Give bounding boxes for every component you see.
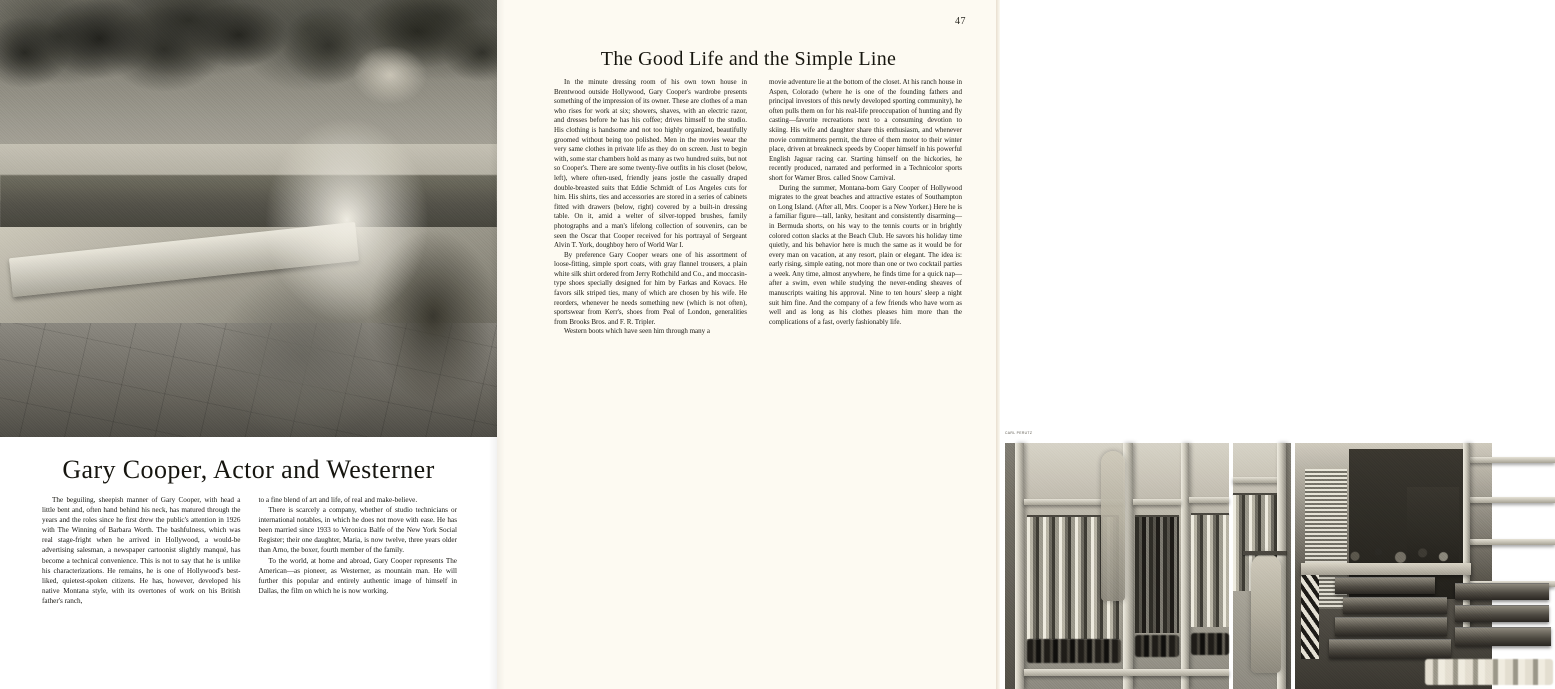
photo-credit: CARL PERUTZ — [1005, 431, 1033, 435]
right-page — [497, 0, 1033, 689]
closet-shelf — [1233, 477, 1279, 483]
cabinet-stile — [1463, 443, 1470, 629]
left-article-columns — [0, 495, 497, 606]
dressing-table-photo — [1295, 443, 1492, 689]
paragraph: movie adventure lie at the bottom of the closet. At his ranch house in Aspen, Colorado (where he is one of the founding fathers and principal investors of this newly developed sporting community), he often pulls them on for his real-life preoccupation of hunting and fly casting—favorite recreations next to a consuming devotion to skiing. His wife and daughter share this enthusiasm, and whenever movie commitments permit, the three of them motor to their winter place, driven at breakneck speeds by Cooper himself in his powerful English Jaguar racing car. Starting himself on the hickories, he recently produced, narrated and performed in a Technicolor sports short for Warner Bros. called Snow Carnival. — [769, 78, 962, 182]
hanging-robe — [1251, 553, 1281, 673]
drawer-3 — [1335, 617, 1447, 636]
closet-photo-wide — [1005, 431, 1229, 689]
paragraph: To the world, at home and abroad, Gary Cooper represents The American—as pioneer, as Westerner, as mountain man. He will further this popular and entirely authentic image of himself in Dallas, the film on which he is now working. — [258, 556, 457, 595]
robe-hanger-bar — [1243, 551, 1287, 555]
closet-shelf-2 — [1133, 499, 1181, 505]
drawer-4 — [1329, 639, 1451, 658]
paragraph: During the summer, Montana-born Gary Cooper of Hollywood migrates to the great beaches and attractive estates of Southampton on Long Island. (After all, Mrs. Cooper is a New Yorker.) Here he is a familiar figure—tall, lanky, hesitant and consistently disarming—in Bermuda shorts, on his way to the tennis courts or in brightly colored cotton slacks at the Beach Club. He savors his holiday time quietly, and his behavior here is much the same as it would be for every man on vacation, at any resort, plain or elegant. The idea is: early rising, simple eating, not more than one or two cocktail parties a week. Any time, almost anywhere, he finds time for a quick nap—after a swim, even while studying the never-ending sheaves of manuscripts waiting his approval. Nine to ten hours' sleep a night suit him fine. And the company of a few friends who have worn as well and as long as his clothes pleases him more than the complications of a fast, overly fashionably life. — [769, 183, 962, 326]
shoe-row — [1425, 659, 1553, 685]
page-number: 47 — [955, 16, 966, 27]
right-column-2 — [769, 78, 962, 337]
closet-photo-narrow — [1233, 443, 1291, 689]
closet-shoes-row-2 — [1135, 635, 1179, 657]
photo-subject-gary-cooper — [199, 35, 507, 437]
paragraph: In the minute dressing room of his own town house in Brentwood outside Hollywood, Gary Cooper's wardrobe presents something of the impression of its owner. These are clothes of a man who rises for work at six; showers, shaves, with an electric razor, and dresses before he has his coffee; drives himself to the studio. His clothing is handsome and not too highly organized, beautifully groomed without being too polished. Men in the movies wear the very same clothes in private life as they do on screen. Just to begin with, some star chambers hold as many as two hundred suits, but not so Cooper's. There are some twenty-five outfits in his closet (below, left), where often-used, friendly jeans jostle the casually draped double-breasted suits that Eddie Schmidt of Los Angeles cuts for him. His shirts, ties and accessories are stored in a series of cabinets fitted with drawers (below, right) covered by a built-in dressing table. On it, amid a welter of silver-topped brushes, family photographs and a man's lifelong collection of souvenirs, can be seen the Oscar that Cooper received for his portrayal of Sergeant Alvin T. York, doughboy hero of World War I. — [554, 78, 747, 250]
drawer-6 — [1455, 605, 1549, 622]
left-article — [0, 437, 497, 689]
closet-right-jamb — [1286, 443, 1291, 689]
closet-hanging-clothes-3 — [1191, 515, 1229, 627]
paragraph: Western boots which have seen him through many a — [564, 327, 711, 336]
left-column-1 — [42, 495, 241, 606]
right-column-1 — [554, 78, 747, 337]
section-title: The Good Life and the Simple Line — [600, 48, 897, 70]
closet-base — [1024, 669, 1229, 676]
striped-tie — [1301, 575, 1319, 659]
closet-shoes-row-3 — [1191, 633, 1229, 655]
paragraph: to a fine blend of art and life, of real and make-believe. — [258, 496, 418, 504]
left-page — [0, 0, 497, 689]
closet-divider-1 — [1015, 443, 1024, 689]
closet-hanging-garment — [1101, 451, 1125, 601]
photo-strip — [1005, 431, 1492, 689]
hero-photograph — [0, 0, 497, 437]
closet-shelf-3 — [1189, 497, 1229, 503]
drawer-7 — [1455, 627, 1551, 646]
paragraph: The beguiling, sheepish manner of Gary Cooper, with head a little bent and, often hand behind his neck, has matured through the years and the roles since he first drew the public's attention in 1926 with The Winning of Barbara Worth. The bashfulness, which was real stage-fright when he arrived in Hollywood, a would-be advertising salesman, a newspaper cartoonist slightly manqué, has become a technical convenience. This is not to say that he is unlike his characterizations. He remains, he is one of Hollywood's best-liked, quietest-spoken citizens. He has, however, developed his native Montana style, with its overtones of work on his British father's ranch, — [42, 496, 241, 605]
cabinet-shelf-3 — [1469, 539, 1555, 545]
page-title: Gary Cooper, Actor and Westerner — [62, 455, 435, 484]
closet-shoes-row-1 — [1027, 639, 1121, 663]
drawer-5 — [1455, 583, 1549, 600]
cabinet-shelf-1 — [1469, 457, 1555, 463]
right-article-columns — [554, 78, 962, 337]
drawer-2 — [1343, 597, 1447, 614]
cabinet-shelf-2 — [1469, 497, 1555, 503]
paragraph: By preference Gary Cooper wears one of his assortment of loose-fitting, simple sport coats, with gray flannel trousers, a plain white silk shirt ordered from Jerry Rothchild and Co., and moccasin-type shoes specially designed for him by Farkas and Kovacs. He favors silk striped ties, many of which are chosen by his wife. He reorders, whenever he needs something new (which is not often), sportswear from Kerr's, shoes from Peal of London, generalities from Brooks Bros. and F. R. Tripler. — [554, 250, 747, 326]
left-column-2 — [259, 495, 458, 606]
closet-hanging-clothes-2 — [1135, 517, 1179, 633]
closet-left-jamb — [1005, 443, 1015, 689]
closet-divider-3 — [1181, 443, 1189, 689]
dresser-clutter — [1329, 543, 1459, 565]
paragraph: There is scarcely a company, whether of studio technicians or international notables, in which he does not move with ease. He has been married since 1933 to Veronica Balfe of the New York Social Register; their one daughter, Maria, is now twelve, three years older than Arno, the boxer, fourth member of the family. — [258, 506, 457, 555]
drawer-1 — [1335, 577, 1435, 594]
